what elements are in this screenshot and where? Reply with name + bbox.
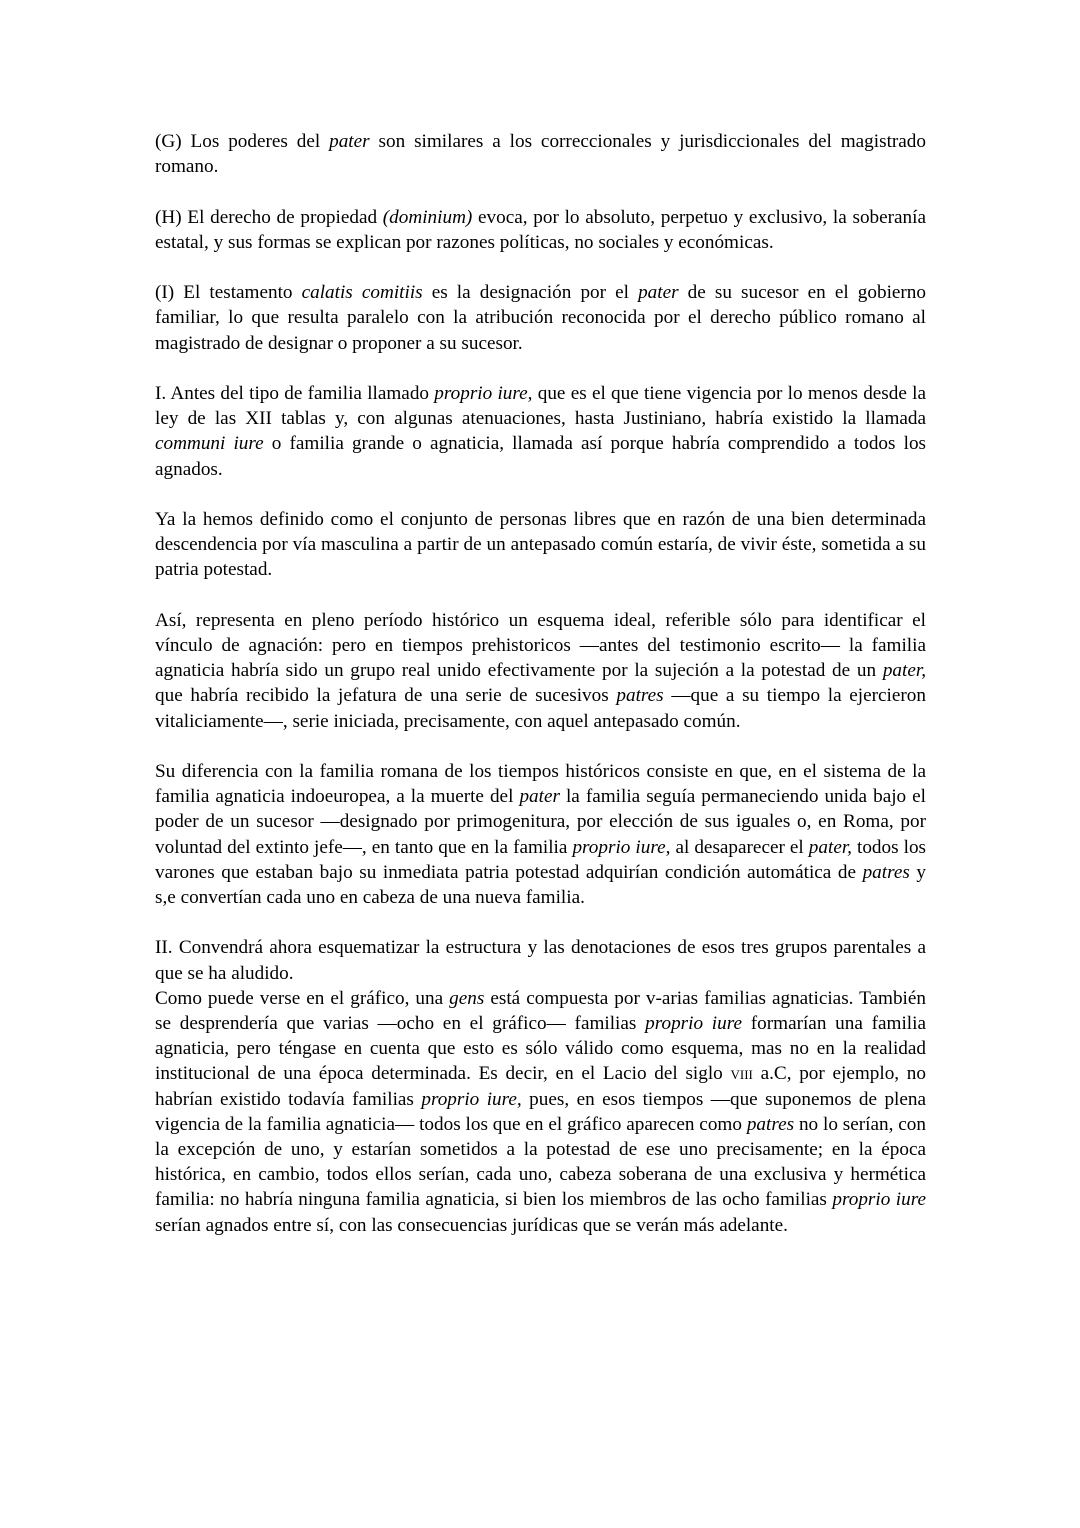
text-run: Ya la hemos definido como el conjunto de personas libres que en razón de una bien determinada descendencia por vía masculina a partir de un antepasado común estaría, de vivir éste, sometida a su patria potestad.	[155, 508, 926, 581]
text-run: no lo serían, con la excepción de uno, y estarían sometidos a la potestad de ese uno precisamente; en la época histórica, en cambio, todos ellos serían, cada uno, cabeza soberana de una exclusiva y hermética familia: no habría ninguna familia agnaticia, si bien los miembros de las ocho familias	[155, 1113, 926, 1211]
italic-term: communi iure	[155, 433, 264, 455]
text-run: a.C, por ejemplo, no habrían existido todavía familias	[155, 1063, 926, 1110]
italic-term: proprio iure,	[434, 382, 533, 404]
paragraph	[155, 280, 926, 356]
text-run: II. Convendrá ahora esquematizar la estructura y las denotaciones de esos tres grupos parentales a que se ha aludido.	[155, 937, 926, 984]
paragraph	[155, 205, 926, 255]
text-run: Su diferencia con la familia romana de los tiempos históricos consiste en que, en el sistema de la familia agnaticia indoeuropea, a la muerte del	[155, 760, 926, 808]
paragraph	[155, 129, 926, 179]
paragraph	[155, 935, 926, 985]
italic-term: pater,	[808, 836, 852, 858]
text-run: todos los varones que estaban bajo su inmediata patria potestad adquirían condición automática de	[155, 836, 927, 883]
text-run: la familia seguía permaneciendo unida bajo el poder de un sucesor —designado por primogenitura, por elección de sus iguales o, en Roma, por voluntad del extinto jefe—, en tanto que en la familia	[155, 786, 926, 858]
italic-term: pater	[519, 786, 560, 808]
text-run: son similares a los correccionales y jurisdiccionales del magistrado romano.	[155, 131, 926, 178]
document-page	[155, 129, 926, 1263]
italic-term: patres	[862, 861, 910, 883]
italic-term: proprio iure,	[421, 1088, 522, 1110]
text-run: (G) Los poderes del	[155, 131, 330, 152]
italic-term: calatis comitiis	[301, 282, 423, 304]
text-run: formarían una familia agnaticia, pero téngase en cuenta que esto es sólo válido como esquema, mas no en la realidad institucional de una época determinada. Es decir, en el Lacio del siglo	[155, 1013, 926, 1085]
italic-term: proprio iure,	[572, 836, 671, 858]
text-run: es la designación por el	[422, 282, 639, 304]
italic-term: patres	[616, 685, 664, 707]
text-run: Así, representa en pleno período histórico un esquema ideal, referible sólo para identificar el vínculo de agnación: pero en tiempos prehistoricos —antes del testimonio escrito— la familia agnaticia habría sido un grupo real unido efectivamente por la sujeción a la potestad de un	[155, 609, 926, 682]
text-run: evoca, por lo absoluto, perpetuo y exclusivo, la soberanía estatal, y sus formas se explican por razones políticas, no sociales y económicas.	[155, 206, 926, 253]
small-caps-numeral: viii	[730, 1063, 753, 1085]
italic-term: (dominium)	[382, 206, 473, 228]
text-run: pues, en esos tiempos —que suponemos de plena vigencia de la familia agnaticia— todos los que en el gráfico aparecen como	[155, 1088, 927, 1135]
paragraph	[155, 381, 926, 482]
italic-term: pater,	[882, 660, 926, 682]
paragraph	[155, 986, 926, 1238]
italic-term: gens	[449, 987, 485, 1009]
text-run: serían agnados entre sí, con las consecuencias jurídicas que se verán más adelante.	[155, 1214, 788, 1236]
italic-term: proprio iure	[832, 1189, 926, 1211]
text-run: (I) El testamento	[155, 282, 302, 304]
text-run: o familia grande o agnaticia, llamada así porque habría comprendido a todos los agnados.	[155, 433, 927, 480]
text-run: de su sucesor en el gobierno familiar, lo que resulta paralelo con la atribución reconocida por el derecho público romano al magistrado de designar o proponer a su sucesor.	[155, 282, 926, 354]
italic-term: pater	[638, 282, 679, 304]
text-run: y s,e convertían cada uno en cabeza de una nueva familia.	[155, 861, 926, 908]
italic-term: pater	[329, 131, 370, 152]
text-run: está compuesta por v-arias familias agnaticias. También se desprendería que varias —ocho en el gráfico— familias	[155, 987, 926, 1034]
text-run: que habría recibido la jefatura de una serie de sucesivos	[155, 685, 617, 707]
paragraph	[155, 507, 926, 583]
italic-term: patres	[746, 1113, 795, 1135]
text-run: que es el que tiene vigencia por lo menos desde la ley de las XII tablas y, con algunas atenuaciones, hasta Justiniano, habría existido la llamada	[155, 382, 926, 430]
text-run: I. Antes del tipo de familia llamado	[155, 382, 435, 404]
paragraph	[155, 608, 926, 734]
italic-term: proprio iure	[645, 1013, 743, 1034]
text-run: Como puede verse en el gráfico, una	[155, 987, 450, 1009]
text-run: (H) El derecho de propiedad	[155, 206, 383, 228]
text-run: al desaparecer el	[670, 836, 809, 858]
paragraph	[155, 759, 926, 910]
text-run: —que a su tiempo la ejercieron vitaliciamente—, serie iniciada, precisamente, con aquel antepasado común.	[155, 685, 926, 732]
